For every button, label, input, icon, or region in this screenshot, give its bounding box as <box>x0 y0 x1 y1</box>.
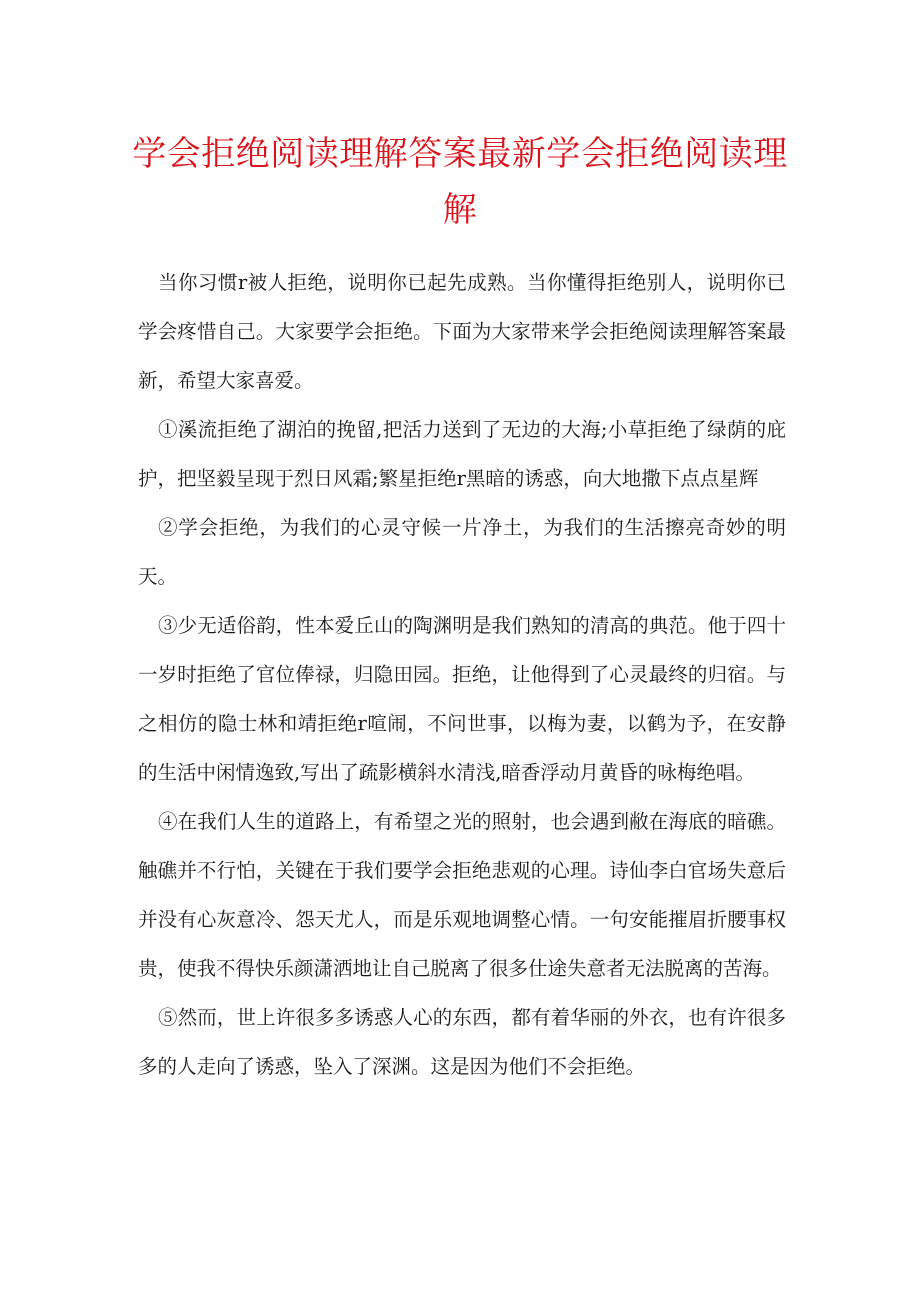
document-body <box>138 258 786 1091</box>
paragraph-4: ④在我们人生的道路上，有希望之光的照射，也会遇到敝在海底的暗礁。触礁并不行怕，关键在于我们要学会拒绝悲观的心理。诗仙李白官场失意后并没有心灰意冷、怨天尤人，而是乐观地调整心情。一句安能摧眉折腰事权贵，使我不得快乐颜潇洒地让自己脱离了很多仕途失意者无法脱离的苦海。 <box>138 810 786 980</box>
paragraph-1: ①溪流拒绝了湖泊的挽留,把活力送到了无边的大海;小草拒绝了绿荫的庇护，把坚毅呈现于烈日风霜;繁星拒绝r黑暗的诱惑，向大地撒下点点星辉 <box>138 418 786 490</box>
paragraph-3: ③少无适俗韵，性本爱丘山的陶渊明是我们熟知的清高的典范。他于四十一岁时拒绝了官位俸禄，归隐田园。拒绝，让他得到了心灵最终的归宿。与之相仿的隐士林和靖拒绝r喧闹，不问世事，以梅为妻，以鹤为予，在安静的生活中闲情逸致,写出了疏影横斜水清浅,暗香浮动月黄昏的咏梅绝唱。 <box>138 614 786 784</box>
paragraph-2: ②学会拒绝，为我们的心灵守候一片净土，为我们的生活擦亮奇妙的明天。 <box>138 516 786 588</box>
paragraph-intro: 当你习惯r被人拒绝，说明你已起先成熟。当你懂得拒绝别人，说明你已学会疼惜自己。大家要学会拒绝。下面为大家带来学会拒绝阅读理解答案最新，希望大家喜爱。 <box>138 271 786 392</box>
paragraph-5: ⑤然而，世上许很多多诱惑人心的东西，都有着华丽的外衣，也有许很多多的人走向了诱惑，坠入了深渊。这是因为他们不会拒绝。 <box>138 1006 786 1078</box>
document-title: 学会拒绝阅读理解答案最新学会拒绝阅读理解 <box>132 134 788 230</box>
